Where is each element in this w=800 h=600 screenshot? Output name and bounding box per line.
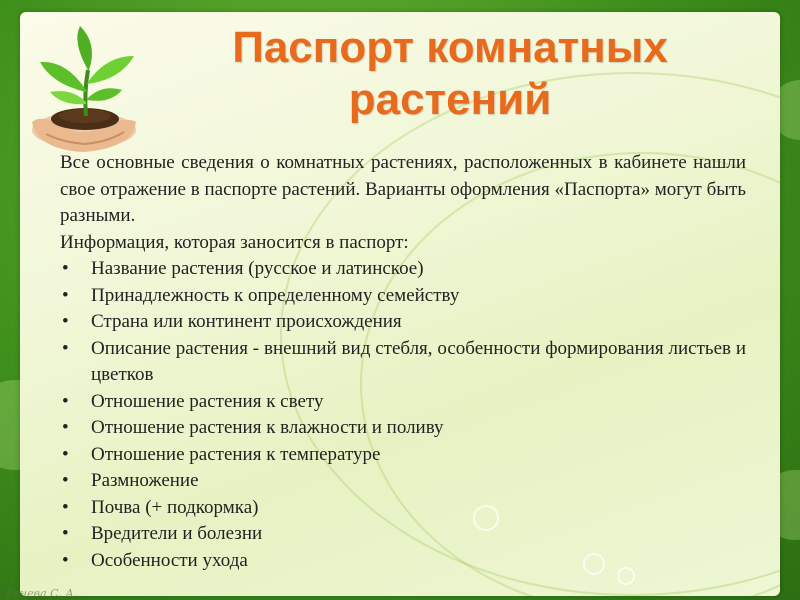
list-item bbox=[60, 415, 746, 442]
bullet-icon: • bbox=[62, 258, 69, 279]
bullet-icon: • bbox=[62, 417, 69, 438]
bullet-icon: • bbox=[62, 549, 69, 571]
list-item bbox=[60, 256, 746, 283]
list-item bbox=[60, 495, 746, 522]
list-item-text: Отношение растения к влажности и поливу bbox=[91, 417, 444, 438]
list-item-text: Размножение bbox=[91, 470, 199, 491]
list-item-text: Принадлежность к определенному семейству bbox=[91, 284, 460, 306]
hands-plant-icon bbox=[22, 22, 142, 157]
list-item-text: Страна или континент происхождения bbox=[91, 311, 402, 332]
list-item bbox=[60, 389, 746, 416]
list-item bbox=[60, 548, 746, 575]
list-item-text: Отношение растения к температуре bbox=[91, 443, 381, 465]
list-item-text: Описание растения - внешний вид стебля, особенности формирования листьев и цветков bbox=[91, 337, 746, 385]
list-item bbox=[60, 442, 746, 469]
bullet-icon: • bbox=[62, 470, 69, 491]
bullet-icon: • bbox=[62, 390, 69, 412]
list-item-text: Особенности ухода bbox=[91, 549, 248, 571]
bullet-icon: • bbox=[62, 284, 69, 306]
bullet-icon: • bbox=[62, 496, 69, 518]
bullet-icon: • bbox=[62, 311, 69, 332]
bullet-icon: • bbox=[62, 523, 69, 544]
list-item-text: Вредители и болезни bbox=[91, 523, 263, 544]
list-item bbox=[60, 521, 746, 548]
main-content bbox=[60, 150, 746, 574]
list-item bbox=[60, 283, 746, 310]
list-item-text: Отношение растения к свету bbox=[91, 390, 324, 412]
list-item bbox=[60, 468, 746, 495]
list-item-text: Почва (+ подкормка) bbox=[91, 496, 259, 518]
list-item bbox=[60, 336, 746, 389]
intro-paragraph: Все основные сведения о комнатных растениях, расположенных в кабинете нашли свое отражение в паспорте растений. Варианты оформления «Паспорта» могут быть разными. bbox=[60, 152, 746, 226]
author-signature: Ренева С. А. bbox=[6, 587, 78, 600]
list-item-text: Название растения (русское и латинское) bbox=[91, 258, 424, 279]
page-title: Паспорт комнатных растений bbox=[232, 23, 668, 124]
info-heading: Информация, которая заносится в паспорт: bbox=[60, 231, 409, 253]
info-list bbox=[60, 256, 746, 574]
bullet-icon: • bbox=[62, 443, 69, 465]
bullet-icon: • bbox=[62, 337, 69, 359]
list-item bbox=[60, 309, 746, 336]
